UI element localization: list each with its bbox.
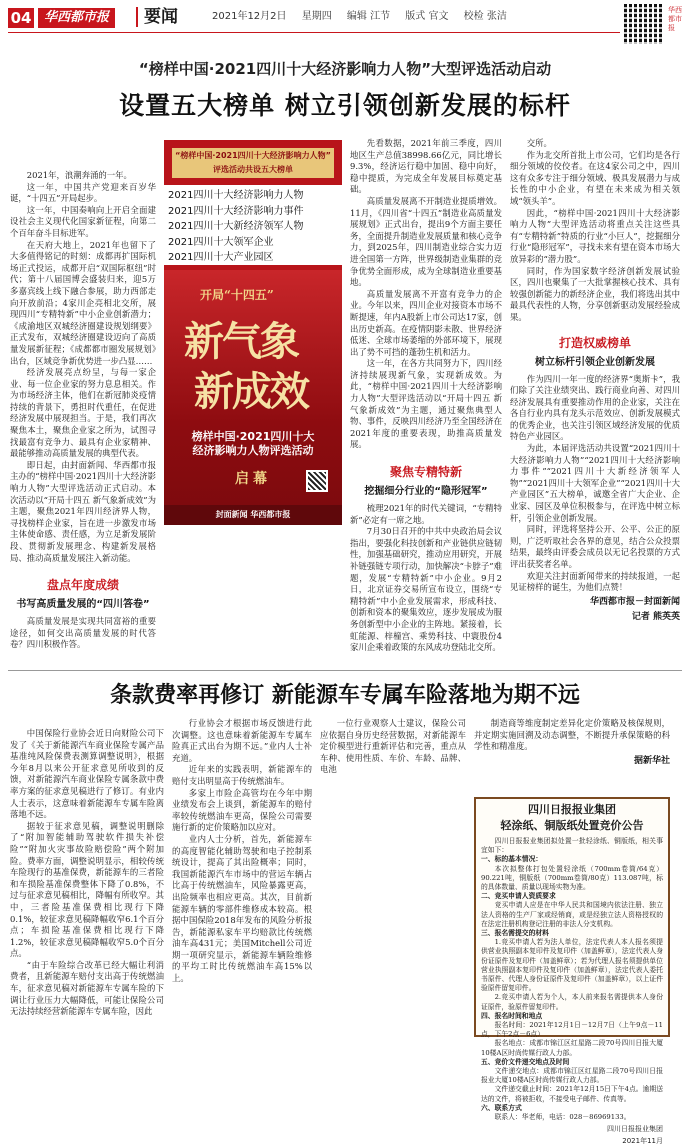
notice-paragraph: 1.竞买申请人若为法人单位，法定代表人本人报名须提供营业执照副本复印件及复印件（加盖鲜章），法定代表人身份证原件及复印件（加盖鲜章）；若为代理人报名须提供单位营业执照副本复印件及复印件（加盖鲜章），法定代表人委托书原件、代理人身份证原件及复印件（加盖鲜章），以上证件验原件留复印件。 bbox=[481, 938, 663, 993]
list-item: 2021四川十大产业园区 bbox=[168, 252, 274, 263]
paragraph: 欢迎关注封面新闻带来的持续报道，一起见证榜样的诞生，为他们点赞！ bbox=[510, 570, 680, 593]
column-paragraphs bbox=[10, 170, 156, 564]
list-item: 2021四川十大经济影响力事件 bbox=[168, 205, 304, 217]
editor-credit: 编辑 江节 bbox=[346, 11, 391, 22]
paragraph: 因此，“榜样中国·2021四川十大经济影响力人物”大型评选活动将重点关注这些具有“专精特新”特质的行业“小巨人”，挖掘细分行业“隐形冠军”，寻找未来有望在资本市场大放异彩的“潜力股”。 bbox=[510, 207, 680, 264]
paragraph: 高质量发展离不开制造业提质增效。11月，《四川省“十四五”制造业高质量发展规划》正式出台，提出9个方面主要任务，全面提升制造业发展质量和核心竞争力，到2025年，四川制造业综合实力迈进全国第一方阵，世界级制造业集群的竞争优势全面形成，成为全球制造业重要基地。 bbox=[350, 195, 502, 288]
subhead-sichuan-answer: 书写高质量发展的“四川答卷” bbox=[16, 599, 150, 611]
paragraph: 2021年，浪潮奔涌的一年。 bbox=[26, 170, 132, 180]
notice-body bbox=[481, 837, 663, 1122]
notice-section-heading: 一、标的基本情况： bbox=[481, 855, 543, 864]
article2-column-2 bbox=[172, 718, 312, 985]
paragraph: “由于车险综合改革已经大幅让利消费者，且新能源车赔付支出高于传统燃油车，征求意见稿对新能源车专属车险的下调让行业压力大幅降低，可能让保险公司无法持续经营新能源车专属车险，因此 bbox=[10, 959, 164, 1017]
poster-launch: 启幕 bbox=[235, 471, 271, 487]
notice-title: 轻涂纸、铜版纸处置竞价公告 bbox=[500, 819, 644, 832]
poster-subtitle-line: 经济影响力人物评选活动 bbox=[192, 444, 314, 457]
byline-reporter: 记者 熊英英 bbox=[631, 611, 680, 622]
subhead-specialized: 聚焦专精特新 bbox=[389, 465, 462, 480]
article2-column-1 bbox=[10, 728, 164, 1018]
article2-headline: 条款费率再修订 新能源车专属车险落地为期不远 bbox=[110, 682, 580, 708]
weekday: 星期四 bbox=[301, 11, 332, 22]
notice-section-heading: 五、竞价文件递交地点及时间 bbox=[481, 1057, 570, 1066]
notice-section-heading: 六、联系方式 bbox=[481, 1103, 522, 1112]
notice-org: 四川日报报业集团 bbox=[528, 803, 616, 816]
paragraph: 梳理2021年的时代关键词，“专精特新”必定有一席之地。 bbox=[350, 503, 502, 525]
poster-footer: 封面新闻 华西都市报 bbox=[164, 505, 342, 525]
byline-org: 华西都市报－封面新闻 bbox=[589, 596, 680, 607]
paragraph: 行业协会才根据市场反馈进行此次调整。这也意味着新能源车专属车险真正式出台为期不远。”业内人士补充道。 bbox=[172, 718, 312, 763]
paragraph: 多家上市险企高管均在今年中期业绩发布会上谈到，新能源车的赔付率较传统燃油车更高，保险公司需要施行新的定价策略加以应对。 bbox=[172, 787, 312, 833]
poster-image bbox=[164, 270, 342, 525]
notice-paragraph: 本次拟整体打包处置轻涂纸（700mm卷筒/64克）90.221吨，铜版纸（700mm卷筒/80克）113.087吨，标的具体数量、质量以现场实物为准。 bbox=[481, 864, 663, 892]
paragraph: 高质量发展是实现共同富裕的重要途径，如何交出高质量发展的时代答卷？四川积极作答。 bbox=[10, 616, 156, 650]
article1-column-3 bbox=[350, 138, 502, 654]
article1-column-1 bbox=[10, 170, 156, 651]
article2-column-4 bbox=[474, 718, 670, 768]
paragraph: 为此，本届评选活动共设置“2021四川十大经济影响力人物”“2021四川十大经济影响力事件”“2021四川十大新经济领军人物”“2021四川十大领军企业”“2021四川十大产业园区”五大榜单，诚邀全省广大企业、企业家、园区及单位积极参与，在评选中树立标杆，引领企业创新发展。 bbox=[510, 443, 680, 523]
article1-column-4 bbox=[510, 138, 680, 624]
notice-section-heading: 二、竞买申请人资质要求 bbox=[481, 892, 556, 901]
article1-kicker: “榜样中国·2021四川十大经济影响力人物”大型评选活动启动 bbox=[138, 60, 552, 78]
paragraph: 中国保险行业协会近日向财险公司下发了《关于新能源汽车商业保险专属产品基准纯风险保费表测算调整说明》，根据今年8月以来公开征求意见所收到的反馈，对新能源汽车商业保险专属条款中费率方案的征求意见稿进行了修订。有业内人士表示，这意味着新能源车专属车险离落地不远。 bbox=[10, 728, 164, 820]
header-rule bbox=[8, 32, 620, 33]
poster-title-line: 评选活动共设五大榜单 bbox=[213, 165, 293, 174]
column-paragraphs bbox=[320, 718, 466, 776]
column-paragraphs bbox=[510, 138, 680, 324]
paragraph: 先看数据，2021年前三季度，四川地区生产总值38998.66亿元，同比增长9.3%，经济运行稳中加固、稳中向好，稳中提质，为完成全年发展目标奠定基础。 bbox=[350, 138, 502, 195]
poster-slogan-1: 新气象 bbox=[184, 318, 298, 365]
notice-paragraph: 联系人：华老师，电话：028－86969133。 bbox=[494, 1113, 631, 1122]
paragraph: 同时，作为国家数字经济创新发展试验区，四川也聚集了一大批掌握核心技术、具有较强创新能力的新经济企业，我们将选出其中最具代表性的人物，分享创新驱动发展经验成果。 bbox=[510, 265, 680, 322]
subhead-hidden-champions: 挖掘细分行业的“隐形冠军” bbox=[364, 486, 488, 498]
column-paragraphs bbox=[510, 374, 680, 594]
paragraph: 交所。 bbox=[526, 138, 552, 148]
notice-signature: 四川日报报业集团 bbox=[607, 1125, 663, 1134]
qr-code[interactable] bbox=[624, 4, 664, 44]
poster-title-line: “榜样中国·2021四川十大经济影响力人物” bbox=[175, 151, 331, 160]
proof-credit: 校检 张洁 bbox=[463, 11, 507, 22]
paragraph: 作为北交所首批上市公司，它们均是各行细分领域的佼佼者。在这4家公司之中，四川这有众多专注于细分领域、极具发展潜力与成长性的中小企业，有望在未来成为相关领域“领头羊”。 bbox=[510, 149, 680, 206]
paragraph: 这一年，中国奏响向上开启全面建设社会主义现代化国家新征程，向第二个百年奋斗目标进军。 bbox=[10, 204, 156, 238]
notice-paragraph: 文件递交截止时间：2021年12月15日下午4点。逾期送达的文件，将被拒收，不接受电子邮件、传真等。 bbox=[481, 1085, 663, 1103]
subhead-year-results: 盘点年度成绩 bbox=[46, 578, 119, 593]
poster-open-text: 开局“十四五” bbox=[200, 288, 274, 302]
subhead-benchmark: 树立标杆引领企业创新发展 bbox=[535, 356, 655, 368]
masthead-logo: 华西都市报 bbox=[38, 8, 115, 28]
poster-slogan-2: 新成效 bbox=[194, 368, 308, 415]
paragraph: 在天府大地上，2021年也留下了大多值得铭记的时刻：成都再扩国际机场正式投运，成都开启“双国际枢纽”时代；第十八届国博会盛装归来，迎5万多嘉宾线上线下融合参展，助力西部走向开放前沿；4家川企亮相北交所，展现四川“专精特新”中小企业创新潜力；《成渝地区双城经济圈建设规划纲要》正式发布，双城经济圈建设迈向了高质量发展新征程；《成都都市圈发展规划》出台，区域竞争新优势进一步凸显…… bbox=[10, 239, 156, 366]
paragraph: 7月30日召开的中共中央政治局会议指出，要强化科技创新和产业链供应链韧性，加强基础研究，推动应用研究，开展补链强链专项行动，加快解决“卡脖子”难题，发展“专精特新”中小企业。9月2日，北京证券交易所宣布设立，围绕“专精特新”中小企业发展需求，形成科技、创新和资本的聚集效应，逐步发展成为服务创新型中小企业的主阵地。紧接着，长虹能源、梓橦宫、乘势科技、中寰股份4家川企乘着政策的东风成功登陆北交所。 bbox=[350, 526, 502, 653]
list-item: 2021四川十大经济影响力人物 bbox=[168, 190, 304, 201]
notice-section-heading: 四、报名时间和地点 bbox=[481, 1011, 543, 1020]
paragraph: 高质量发展离不开富有竞争力的企业。今年以来，四川企业对接资本市场不断提速，年内A股新上市公司达17家，创出历史新高。在疫情阴影未散、世界经济低迷、全球市场萎缩的外部环境下，展现出了势不可挡的蓬勃生机和活力。 bbox=[350, 288, 502, 357]
column-paragraphs bbox=[474, 718, 670, 753]
event-poster bbox=[164, 140, 342, 525]
paragraph: 一位行业观察人士建议，保险公司应依据自身历史经营数据，对新能源车定价模型进行重新评估和完善，重点从车种、使用性质、车价、车龄、品牌、电池 bbox=[320, 718, 466, 775]
notice-date: 2021年11月 bbox=[622, 1137, 663, 1146]
page-header bbox=[0, 0, 690, 40]
list-item: 2021四川十大新经济领军人物 bbox=[168, 221, 304, 232]
paragraph: 同时，评选将坚持公开、公平、公正的原则，广泛听取社会各界的意见，结合公众投票结果，最终由评委会成员以无记名投票的方式评出获奖者名单。 bbox=[510, 524, 680, 569]
column-paragraphs bbox=[10, 728, 164, 1018]
paragraph: 业内人士分析，首先，新能源车的高度智能化辅助驾驶和电子控制系统设计，提高了其出险概率；同时，我国新能源汽车市场中的营运车辆占比高于传统燃油车，风险暴露更高，出险频率也相应更高。其次，目前新能源车辆的零部件维修成本较高。根据中国保险2018年发布的风险分析报告，新能源私家车平均赔款比传统燃油车高431元；美国Mitchell公司近期一项研究显示，新能源车辆险维修的平均工时比传统燃油车高15%以上。 bbox=[172, 833, 312, 984]
issue-date: 2021年12月2日 bbox=[212, 11, 287, 22]
notice-section-heading: 三、报名需提交的材料 bbox=[481, 929, 549, 938]
column-paragraphs bbox=[350, 138, 502, 451]
subhead-authority-list: 打造权威榜单 bbox=[558, 335, 631, 350]
paragraph: 即日起，由封面新闻、华西都市报主办的“榜样中国·2021四川十大经济影响力人物”大型评选活动正式启动。本次活动以“开局十四五 新气象新成效”为主题，聚焦2021年四川经济界人物，寻找榜样企业家，旨在进一步激发市场主体使命感、责任感，为立足新发展阶段、贯彻新发展理念、构建新发展格局、推动高质量发展注入新动能。 bbox=[10, 459, 156, 563]
date-line bbox=[212, 10, 519, 24]
notice-paragraph: 报名地点：成都市锦江区红星路二段70号四川日报大厦10楼A区时尚传媒行政人力部。 bbox=[481, 1039, 663, 1057]
design-credit: 版式 官文 bbox=[405, 11, 449, 22]
poster-subtitle-line: 榜样中国·2021四川十大 bbox=[191, 430, 315, 443]
paragraph: 经济发展亮点纷呈，与每一家企业、每一位企业家的努力息息相关。作为市场经济主体，他们在新冠肺炎疫情持续的背景下，勇担时代重任，在促进经济发展中展现担当。于是，我们再次聚焦本土，聚焦企业家之所为，试图寻找最富有竞争力、最具有企业家精神、最能够推动高质量发展的典型代表。 bbox=[10, 367, 156, 459]
poster-list-title bbox=[172, 148, 334, 178]
paragraph: 近年来的实践表明，新能源车的赔付支出明显高于传统燃油车。 bbox=[172, 764, 312, 786]
notice-paragraph: 文件递交地点：成都市锦江区红星路二段70号四川日报报业大厦10楼A区时尚传媒行政人力部。 bbox=[481, 1067, 663, 1085]
paragraph: 制造商等维度制定差异化定价策略及核保规则，并定期实施回溯及动态调整，不断提升承保策略的科学性和精准度。 bbox=[474, 718, 670, 752]
paragraph: 这一年，中国共产党迎来百岁华诞，“十四五”开局起步。 bbox=[10, 181, 156, 204]
article2-column-3 bbox=[320, 718, 466, 776]
section-divider bbox=[8, 670, 682, 671]
article1-headline: 设置五大榜单 树立引领创新发展的标杆 bbox=[119, 91, 571, 120]
list-item: 2021四川十大领军企业 bbox=[168, 236, 274, 248]
column-paragraphs bbox=[10, 616, 156, 651]
notice-paragraph: 报名时间：2021年12月1日－12月7日（上午9点－11点，下午2点－6点） bbox=[481, 1021, 663, 1039]
poster-subtitle bbox=[170, 430, 336, 458]
article2-credit: 据新华社 bbox=[633, 755, 670, 766]
column-paragraphs bbox=[172, 718, 312, 985]
section-name: 要闻 bbox=[136, 7, 178, 27]
paragraph: 这一年，在各方共同努力下，四川经济持续展现新气象，实现新成效。为此，“榜样中国·2021四川十大经济影响力人物”大型评选活动以“开局十四五 新气象新成效”为主题，通过聚焦典型人物、事件，反映四川经济乃至全国经济在2021年度的重要表现，助推高质量发展。 bbox=[350, 358, 502, 450]
notice-paragraph: 竞买申请人应是在中华人民共和国境内依法注册、独立法人资格的生产厂家或经销商，或是经独立法人资格授权的在法定注册机构登记注册的非法人分支机构。 bbox=[481, 901, 663, 928]
notice-paragraph: 四川日报报业集团拟处置一批轻涂纸、铜版纸，相关事宜如下： bbox=[481, 837, 663, 855]
paragraph: 作为四川一年一度的经济界“奥斯卡”，我们除了关注业绩突出、践行商业向善、对四川经济发展具有重要推动作用的企业家，关注在各自行业内具有龙头示范效应、创新发展模式的优秀企业，也关注引领区域经济发展的优质特色产业园区。 bbox=[510, 373, 680, 442]
auction-notice bbox=[474, 797, 670, 1146]
poster-list bbox=[164, 185, 342, 265]
notice-paragraph: 2.竞买申请人若为个人，本人前来报名需提供本人身份证原件，验原件留复印件。 bbox=[481, 993, 663, 1011]
column-paragraphs bbox=[350, 503, 502, 654]
qr-caption: 华西都市报 bbox=[668, 6, 682, 32]
paragraph: 据较于征求意见稿，调整说明删除了“附加智能辅助驾驶软件损失补偿险”“附加火灾事故险赔偿险”两个附加险。费率方面，调整说明显示，相较传统车险现行的基准保费，新能源车的三者险和车损险基准保费整体下降了0.8%，不过与征求意见稿相比，降幅有所收窄。其中，三者险基准保费相比现行下降0.1%，较征求意见稿降幅收窄6.1个百分点；车损险基准保费相比现行下降1.2%，较征求意见稿降幅收窄5.0个百分点。 bbox=[10, 820, 164, 959]
page-number: 04 bbox=[8, 8, 34, 28]
poster-qr-icon bbox=[306, 470, 328, 492]
